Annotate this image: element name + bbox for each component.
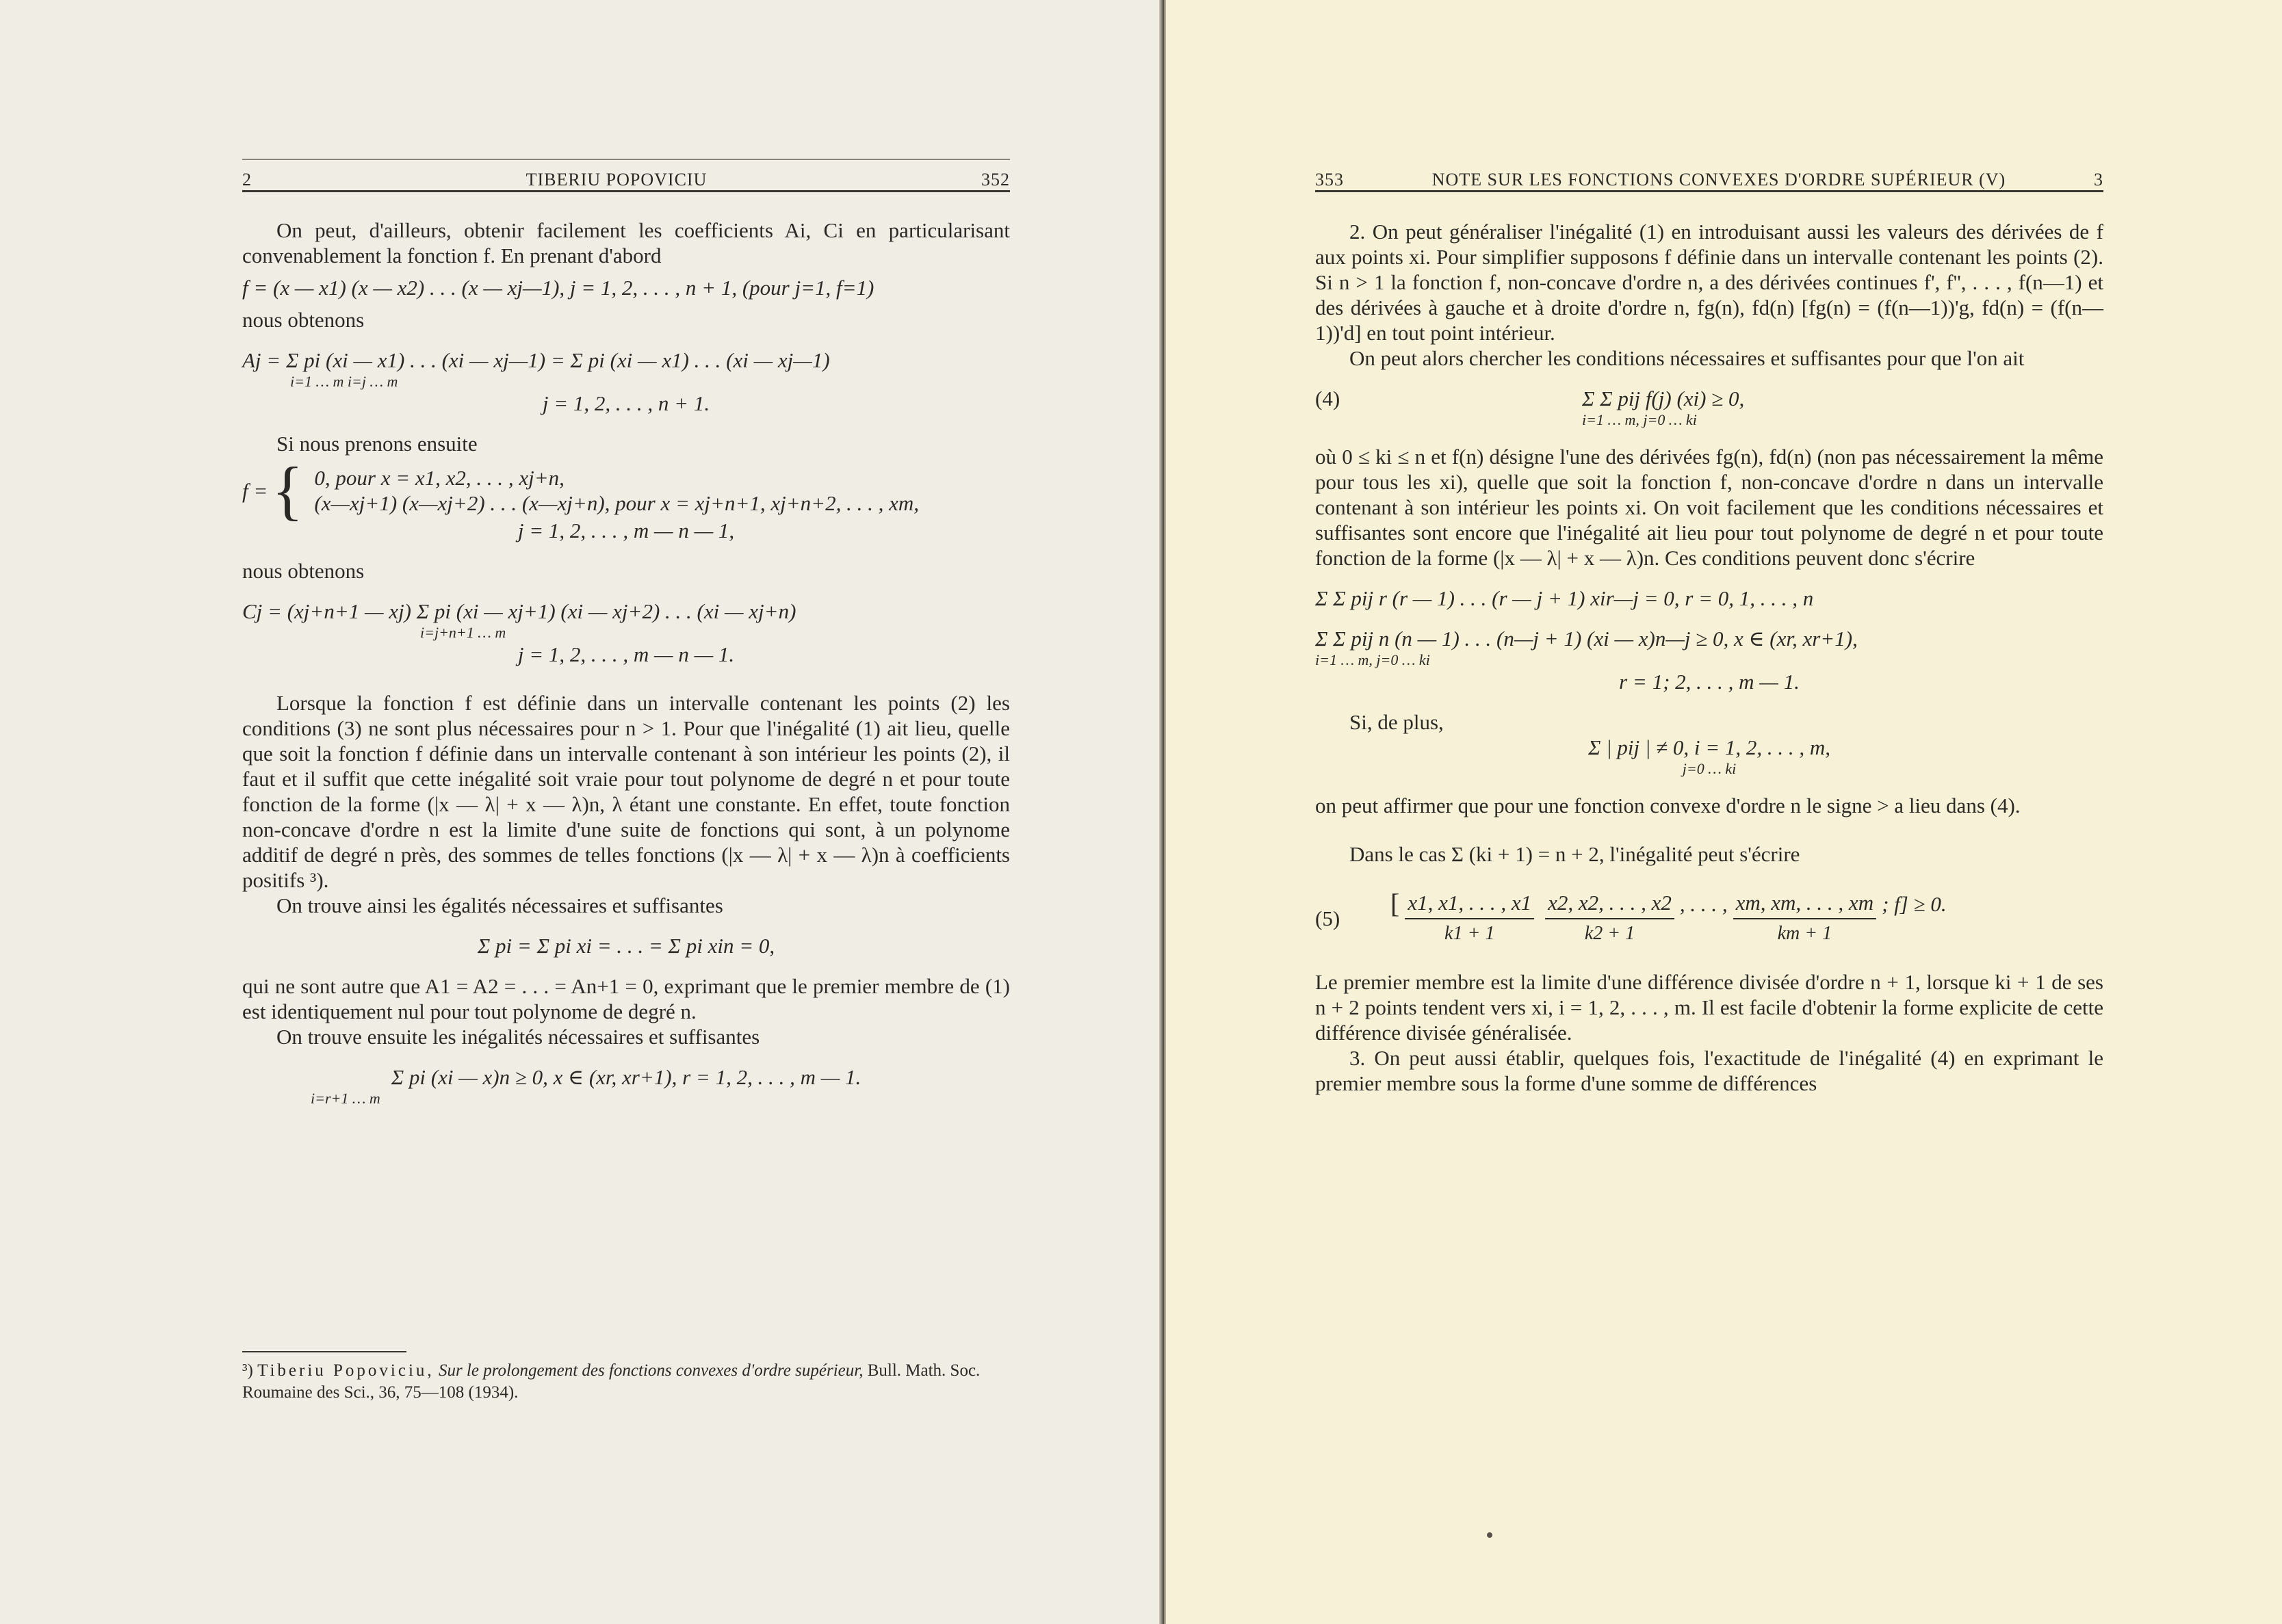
equation-4-body: Σ Σ pij f(j) (xi) ≥ 0, xyxy=(1582,387,1745,410)
equation-conditions-limits: i=1 … m, j=0 … ki xyxy=(1315,651,1430,668)
para-on-trouve-ensuite: On trouve ensuite les inégalités nécessaires et suffisantes xyxy=(276,1025,760,1049)
para-dans-le-cas: Dans le cas Σ (ki + 1) = n + 2, l'inégalité peut s'écrire xyxy=(1349,842,1800,866)
right-body xyxy=(1315,219,2103,1096)
equation-inequalities-limits: i=r+1 … m xyxy=(311,1090,380,1107)
equation-5: (5) [ x1, x1, . . . , x1 k1 + 1 x2, x2, . . . , x2 k2 + 1 , . . . , xm, xm, . . . , xm km + 1 ; f] ≥ 0. xyxy=(1315,890,2103,946)
equation-pij-nonzero: Σ | pij | ≠ 0, i = 1, 2, . . . , m, xyxy=(1587,735,1831,759)
text-nous-obtenons-2: nous obtenons xyxy=(242,559,365,583)
footnote-rule xyxy=(242,1351,406,1352)
right-header xyxy=(1315,163,2103,192)
left-header xyxy=(242,163,1010,192)
para-lorsque: Lorsque la fonction f est définie dans un intervalle contenant les points (2) les conditions (3) ne sont plus nécessaires pour n > 1. Pour que l'inégalité (1) ait lieu, quelle que soit la fonction f définie dans un intervalle contenant à son intérieur les points (2), il faut et il suffit que cette inégalité soit vraie pour tout polynome de degré n et pour toute fonction de la forme (|x — λ| + x — λ)n, λ étant une constante. En effet, toute fonction non-concave d'ordre n est la limite d'une suite de fonctions qui sont, à un polynome additif de degré n près, des sommes de telles fonctions (|x — λ| + x — λ)n à coefficients positifs ³). xyxy=(242,691,1010,892)
equation-piecewise-f: f = { 0, pour x = x1, x2, . . . , xj+n, (x—xj+1) (x—xj+2) . . . (x—xj+n), pour x = xj+n+1, xj+n+2, . . . , xm, xyxy=(242,454,919,527)
left-brace-symbol: { xyxy=(272,454,304,527)
equation-5-label: (5) xyxy=(1315,906,1340,930)
equation-f1: f = (x — x1) (x — x2) . . . (x — xj—1), j = 1, 2, . . . , n + 1, (pour j=1, f=1) xyxy=(242,276,874,300)
para-premier-membre: Le premier membre est la limite d'une différence divisée d'ordre n + 1, lorsque ki + 1 de ses n + 2 points tendent vers xi, i = 1, 2, . . . , m. Il est facile d'obtenir la forme explicite de cette différence divisée généralisée. xyxy=(1315,970,2103,1045)
para-section-2: 2. On peut généraliser l'inégalité (1) en introduisant aussi les valeurs des dérivées de f aux points xi. Pour simplifier supposons f définie dans un intervalle contenant les points (2). Si n > 1 la fonction f, non-concave d'ordre n, a des dérivées continues f', f'', . . . , f(n—1) et des dérivées à gauche et à droite d'ordre n, fg(n), fd(n) [fg(n) = (f(n—1))'g, fd(n) = (f(n—1))'d] en tout point intérieur. xyxy=(1315,220,2103,345)
equation-Cj-limits: i=j+n+1 … m xyxy=(420,624,506,641)
equation-5-separator: , . . . , xyxy=(1679,892,1728,916)
footnote-mark: ³) xyxy=(242,1361,253,1380)
para-qui-ne-sont: qui ne sont autre que A1 = A2 = . . . = An+1 = 0, exprimant que le premier membre de (1) est identiquement nul pour tout polynome de degré n. xyxy=(242,974,1010,1023)
underbrace-group-3: xm, xm, . . . , xm km + 1 xyxy=(1733,890,1876,946)
right-page xyxy=(1166,0,2282,1624)
underbrace-group-1: x1, x1, . . . , x1 k1 + 1 xyxy=(1405,890,1534,946)
equation-j-range-1: j = 1, 2, . . . , n + 1. xyxy=(542,391,710,415)
header-top-rule xyxy=(242,159,1010,160)
equation-j-range-2: j = 1, 2, . . . , m — n — 1, xyxy=(517,519,735,542)
footnote xyxy=(242,1360,1010,1404)
footnote-author: Tiberiu Popoviciu, xyxy=(257,1361,435,1380)
underbrace-group-2: x2, x2, . . . , x2 k2 + 1 xyxy=(1545,890,1674,946)
piecewise-case-1: 0, pour x = x1, x2, . . . , xj+n, xyxy=(314,466,565,490)
equation-4 xyxy=(1315,386,2103,411)
right-running-title: NOTE SUR LES FONCTIONS CONVEXES D'ORDRE SUPÉRIEUR (V) xyxy=(1431,170,2006,189)
para-ou: où 0 ≤ ki ≤ n et f(n) désigne l'une des dérivées fg(n), fd(n) (non pas nécessairement la même pour tous les xi), quelle que soit la fonction f, non-concave d'ordre n dans un intervalle contenant à son intérieur les points xi. On voit facilement que les conditions nécessaires et suffisantes sont encore que l'inégalité ait lieu pour tout polynome de degré n et pour toute fonction de la forme (|x — λ| + x — λ)n. Ces conditions peuvent donc s'écrire xyxy=(1315,445,2103,570)
footnote-reference: Bull. Math. Soc. Roumaine des Sci., 36, 75—108 (1934). xyxy=(242,1361,981,1402)
print-speck xyxy=(1487,1532,1492,1538)
left-body xyxy=(242,218,1010,1108)
para-intro: On peut, d'ailleurs, obtenir facilement les coefficients Ai, Ci en particularisant convenablement la fonction f. En prenant d'abord xyxy=(242,218,1010,267)
equation-Aj: Aj = Σ pi (xi — x1) . . . (xi — xj—1) = Σ pi (xi — x1) . . . (xi — xj—1) xyxy=(242,348,830,372)
para-section-3: 3. On peut aussi établir, quelques fois, l'exactitude de l'inégalité (4) en exprimant le premier membre sous la forme d'une somme de différences xyxy=(1315,1046,2103,1095)
equation-Aj-limits: i=1 … m i=j … m xyxy=(290,373,398,390)
equation-4-limits: i=1 … m, j=0 … ki xyxy=(1582,411,1697,428)
equation-5-end: ; f] ≥ 0. xyxy=(1882,892,1947,916)
para-chercher: On peut alors chercher les conditions nécessaires et suffisantes pour que l'on ait xyxy=(1349,346,2025,370)
text-si-de-plus: Si, de plus, xyxy=(1349,710,1444,734)
equation-pij-limits: j=0 … ki xyxy=(1682,760,1737,777)
equation-condition-2: Σ Σ pij n (n — 1) . . . (n—j + 1) (xi — x)n—j ≥ 0, x ∈ (xr, xr+1), xyxy=(1315,627,1858,651)
equation-j-range-3: j = 1, 2, . . . , m — n — 1. xyxy=(517,642,735,666)
equation-r-range: r = 1; 2, . . . , m — 1. xyxy=(1619,670,1800,694)
text-si-nous-prenons: Si nous prenons ensuite xyxy=(276,432,478,456)
text-nous-obtenons-1: nous obtenons xyxy=(242,308,365,332)
para-on-peut-affirmer: on peut affirmer que pour une fonction convexe d'ordre n le signe > a lieu dans (4). xyxy=(1315,794,2021,817)
right-corner-number: 3 xyxy=(2094,170,2103,189)
equation-Cj: Cj = (xj+n+1 — xj) Σ pi (xi — xj+1) (xi — xj+2) . . . (xi — xj+n) xyxy=(242,599,796,623)
equation-sums-zero: Σ pi = Σ pi xi = . . . = Σ pi xin = 0, xyxy=(477,934,775,958)
equation-inequalities: Σ pi (xi — x)n ≥ 0, x ∈ (xr, xr+1), r = 1, 2, . . . , m — 1. xyxy=(391,1065,861,1089)
equation-4-label: (4) xyxy=(1315,387,1340,410)
equation-condition-1: Σ Σ pij r (r — 1) . . . (r — j + 1) xir—j = 0, r = 0, 1, . . . , n xyxy=(1315,586,1814,610)
left-corner-number: 352 xyxy=(981,170,1010,189)
footnote-title: Sur le prolongement des fonctions convexes d'ordre supérieur, xyxy=(438,1361,864,1380)
right-page-number: 353 xyxy=(1315,170,1344,189)
left-page-number: 2 xyxy=(242,170,252,189)
para-on-trouve-ainsi: On trouve ainsi les égalités nécessaires et suffisantes xyxy=(276,893,723,917)
left-running-title: TIBERIU POPOVICIU xyxy=(526,170,708,189)
piecewise-case-2: (x—xj+1) (x—xj+2) . . . (x—xj+n), pour x = xj+n+1, xj+n+2, . . . , xm, xyxy=(314,491,919,515)
